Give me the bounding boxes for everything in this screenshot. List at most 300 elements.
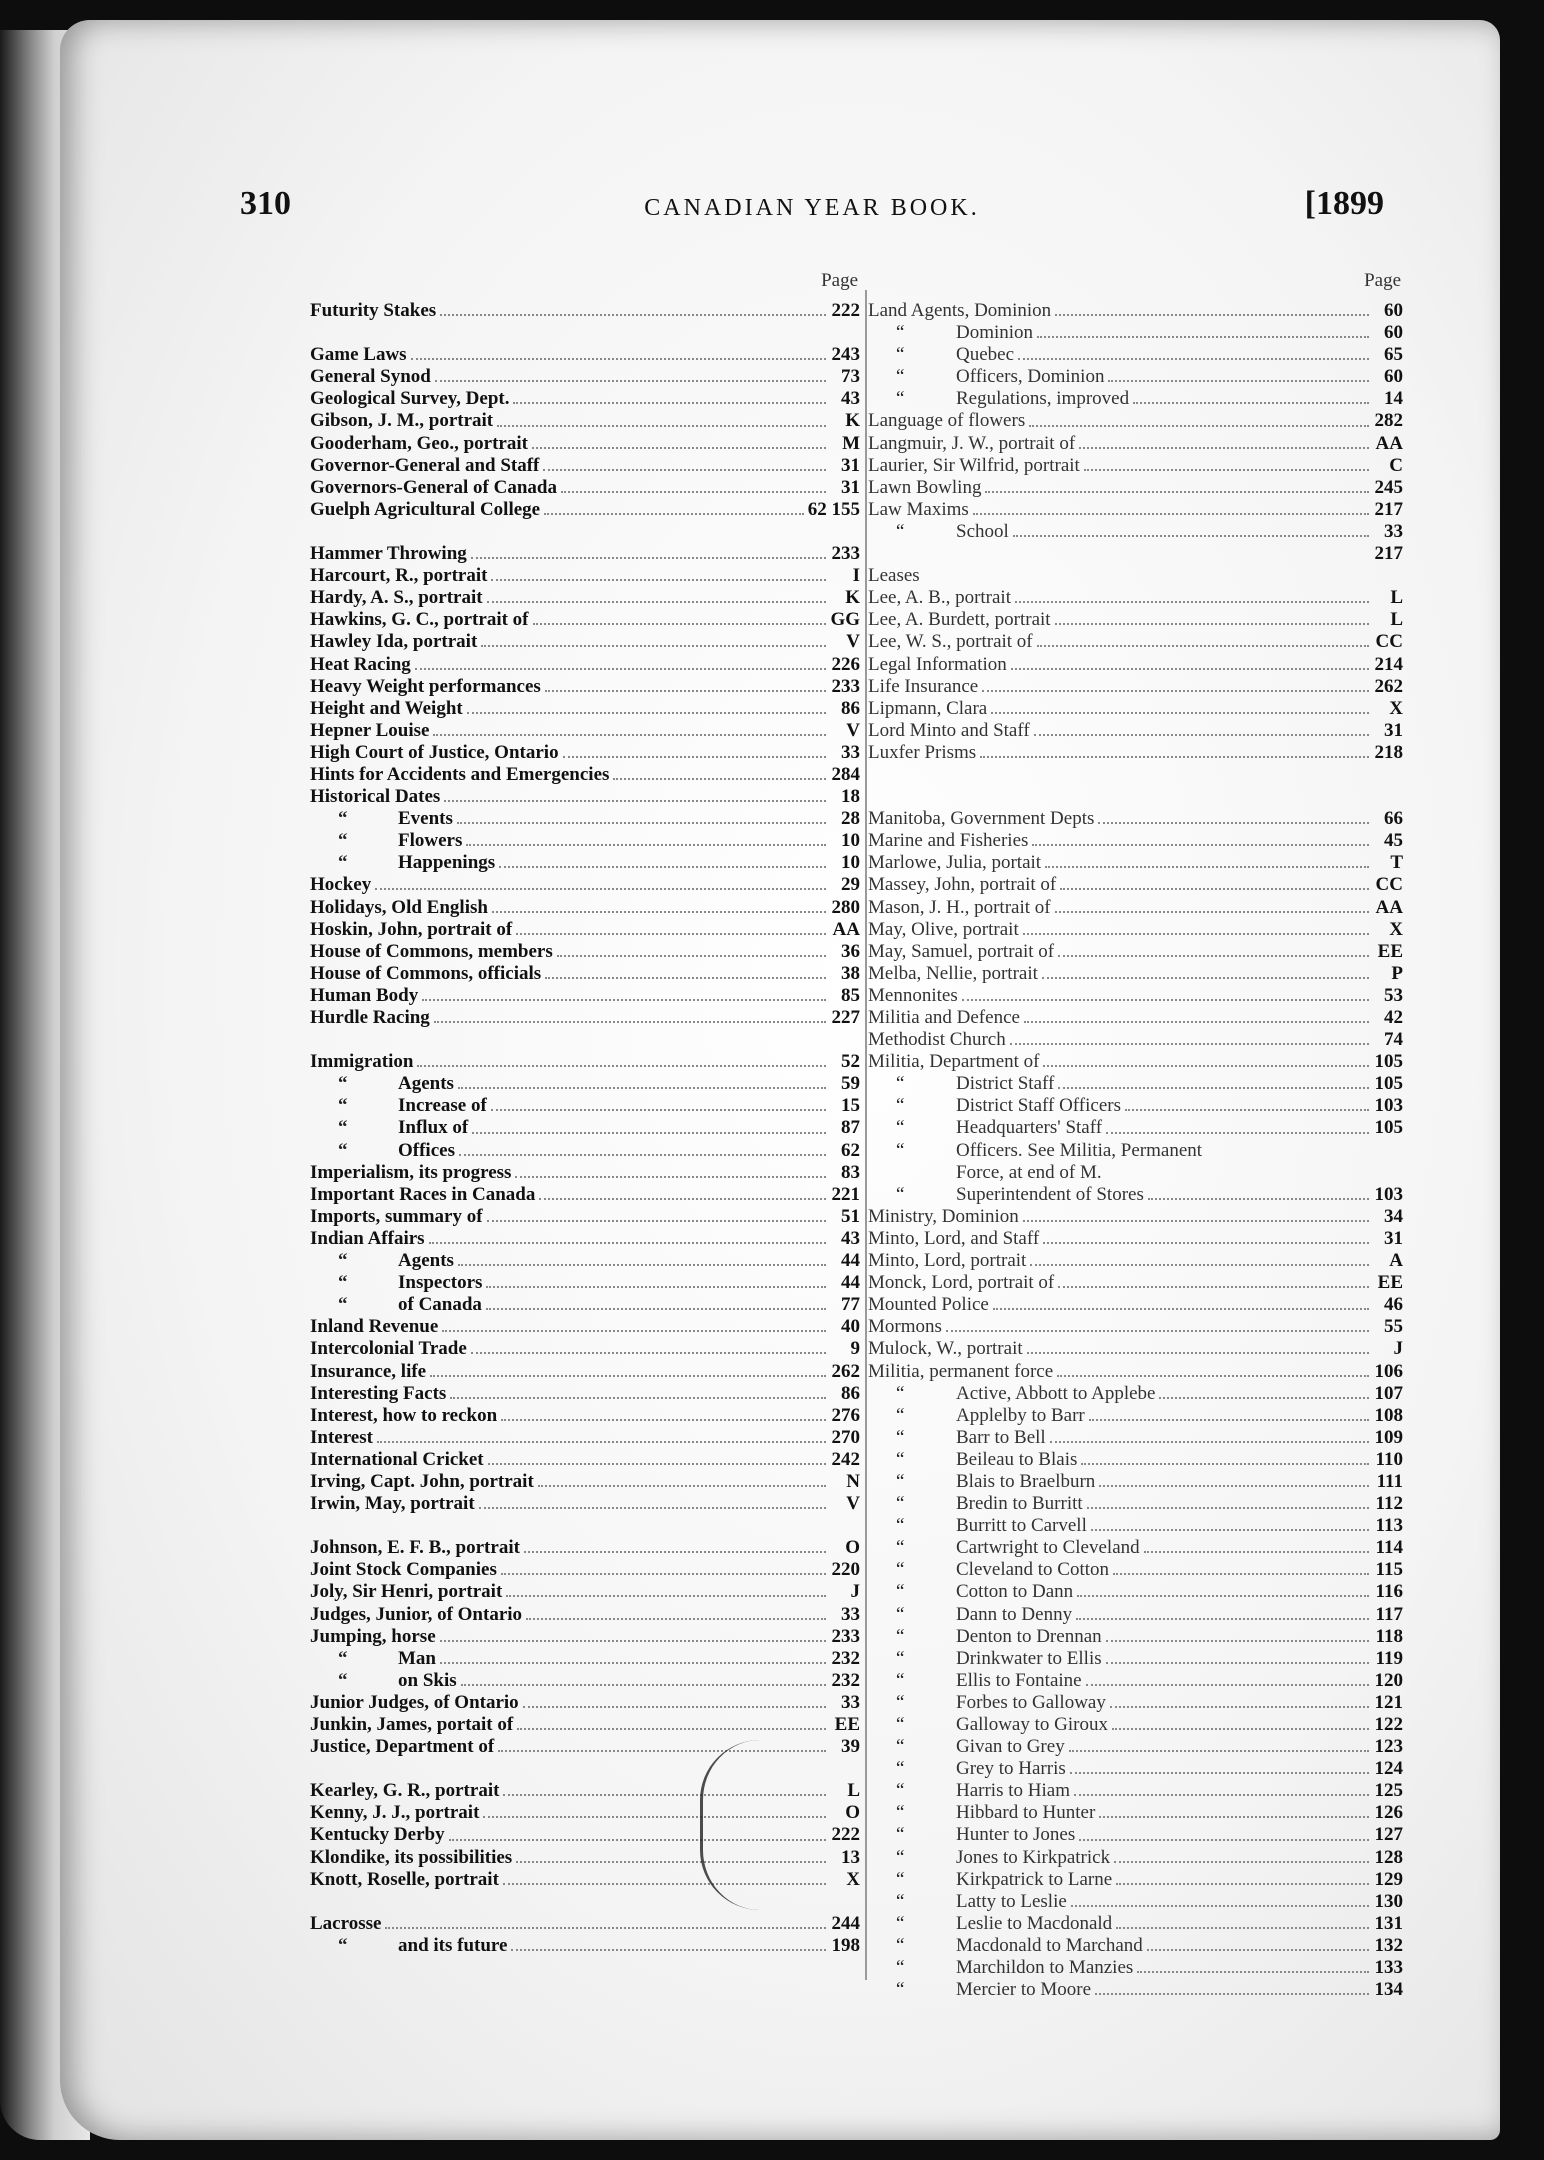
entry-page-ref: 111 bbox=[1376, 1470, 1403, 1492]
page-column-heading: Page bbox=[821, 270, 858, 291]
dot-leader bbox=[1058, 1087, 1369, 1089]
entry-label: Interest bbox=[310, 1426, 373, 1448]
dot-leader bbox=[506, 1595, 826, 1597]
blank-row bbox=[868, 764, 1403, 786]
entry-label: Indian Affairs bbox=[310, 1227, 425, 1249]
entry-label: Human Body bbox=[310, 984, 419, 1006]
entry-page-ref: AA bbox=[1375, 432, 1403, 454]
ditto-mark: “ bbox=[896, 1957, 905, 1979]
ditto-mark: “ bbox=[896, 1470, 905, 1492]
entry-label: Intercolonial Trade bbox=[310, 1338, 467, 1360]
ink-mark bbox=[700, 1740, 803, 1910]
index-entry bbox=[868, 1228, 1403, 1250]
entry-page-ref: 126 bbox=[1374, 1802, 1403, 1824]
blank-row bbox=[868, 786, 1403, 808]
dot-leader bbox=[457, 822, 826, 824]
entry-label: Militia, permanent force bbox=[868, 1360, 1054, 1382]
ditto-mark: “ bbox=[896, 1382, 905, 1404]
dot-leader bbox=[1077, 1595, 1369, 1597]
ditto-mark: “ bbox=[338, 808, 348, 830]
entry-page-ref: CC bbox=[1375, 874, 1403, 896]
dot-leader bbox=[1079, 1839, 1369, 1841]
dot-leader bbox=[1058, 1286, 1369, 1288]
entry-page-ref: EE bbox=[834, 1714, 860, 1735]
index-entry bbox=[868, 1869, 1403, 1891]
dot-leader bbox=[511, 1949, 826, 1951]
index-entry bbox=[868, 1338, 1403, 1360]
dot-leader bbox=[991, 712, 1369, 714]
entry-page-ref: GG bbox=[830, 609, 860, 631]
index-entry bbox=[868, 963, 1403, 985]
dot-leader bbox=[561, 491, 826, 493]
entry-page-ref: 83 bbox=[841, 1161, 860, 1183]
dot-leader bbox=[1018, 358, 1369, 360]
index-entry bbox=[868, 565, 1403, 587]
entry-label: Ministry, Dominion bbox=[868, 1205, 1019, 1227]
dot-leader bbox=[458, 1264, 826, 1266]
index-entry bbox=[868, 1449, 1403, 1471]
entry-page-ref: 13 bbox=[841, 1846, 860, 1868]
page-header bbox=[240, 185, 1384, 245]
index-entry bbox=[310, 1537, 860, 1559]
dot-leader bbox=[501, 1573, 826, 1575]
blank-row bbox=[310, 1029, 860, 1051]
dot-leader bbox=[1148, 1198, 1369, 1200]
index-entry bbox=[868, 1073, 1403, 1095]
entry-label: Joly, Sir Henri, portrait bbox=[310, 1581, 503, 1603]
index-entry bbox=[868, 1383, 1403, 1405]
dot-leader bbox=[1011, 668, 1369, 670]
entry-page-ref: X bbox=[846, 1868, 860, 1890]
ditto-mark: “ bbox=[896, 1139, 905, 1161]
entry-label: Givan to Grey bbox=[956, 1736, 1065, 1758]
entry-page-ref: 60 bbox=[1384, 322, 1403, 344]
entry-label: Marchildon to Manzies bbox=[956, 1957, 1134, 1979]
entry-page-ref: 66 bbox=[1384, 808, 1403, 830]
ditto-mark: “ bbox=[338, 830, 348, 852]
dot-leader bbox=[513, 402, 826, 404]
dot-leader bbox=[1098, 822, 1369, 824]
entry-label: Agents bbox=[398, 1073, 454, 1095]
dot-leader bbox=[1159, 1397, 1369, 1399]
entry-label: Geological Survey, Dept. bbox=[310, 388, 510, 410]
entry-page-ref: 109 bbox=[1374, 1426, 1403, 1448]
entry-label: Happenings bbox=[398, 852, 496, 874]
entry-page-ref: 217 bbox=[1374, 543, 1403, 565]
entry-label: Bredin to Burritt bbox=[956, 1493, 1083, 1515]
index-entry bbox=[310, 874, 860, 896]
entry-page-ref: X bbox=[1389, 918, 1403, 940]
index-entry bbox=[868, 1051, 1403, 1073]
entry-page-ref: 33 bbox=[841, 1603, 860, 1625]
index-entry bbox=[868, 1692, 1403, 1714]
entry-page-ref: 87 bbox=[841, 1117, 860, 1139]
dot-leader bbox=[499, 866, 826, 868]
entry-label: Harris to Hiam bbox=[956, 1780, 1070, 1802]
dot-leader bbox=[524, 1551, 826, 1553]
entry-page-ref: 74 bbox=[1384, 1029, 1403, 1051]
entry-label: Superintendent of Stores bbox=[956, 1183, 1144, 1205]
entry-page-ref: EE bbox=[1377, 940, 1403, 962]
entry-page-ref: 123 bbox=[1374, 1736, 1403, 1758]
entry-label: Laurier, Sir Wilfrid, portrait bbox=[868, 454, 1080, 476]
entry-label: May, Samuel, portrait of bbox=[868, 940, 1055, 962]
index-entry bbox=[310, 1361, 860, 1383]
dot-leader bbox=[1071, 1905, 1369, 1907]
ditto-mark: “ bbox=[896, 1780, 905, 1802]
index-entry bbox=[868, 631, 1403, 653]
entry-page-ref: 276 bbox=[831, 1404, 860, 1426]
dot-leader bbox=[1027, 1352, 1369, 1354]
entry-label: Knott, Roselle, portrait bbox=[310, 1868, 499, 1890]
entry-label: Mounted Police bbox=[868, 1294, 989, 1316]
entry-page-ref: 106 bbox=[1374, 1360, 1403, 1382]
entry-label: Ellis to Fontaine bbox=[956, 1669, 1082, 1691]
entry-label: Junkin, James, portait of bbox=[310, 1714, 514, 1735]
entry-label: Officers, Dominion bbox=[956, 366, 1105, 388]
dot-leader bbox=[1106, 1640, 1369, 1642]
entry-label: Hawley Ida, portrait bbox=[310, 631, 478, 653]
index-entry bbox=[310, 1206, 860, 1228]
entry-page-ref: 227 bbox=[831, 1007, 860, 1028]
entry-label: Justice, Department of bbox=[310, 1736, 495, 1758]
dot-leader bbox=[458, 1087, 826, 1089]
entry-page-ref: 244 bbox=[831, 1912, 860, 1934]
index-entry bbox=[868, 499, 1403, 521]
entry-label: School bbox=[956, 520, 1009, 542]
index-entry bbox=[868, 897, 1403, 919]
entry-label: Hibbard to Hunter bbox=[956, 1802, 1096, 1824]
dot-leader bbox=[1030, 1264, 1369, 1266]
index-entry bbox=[310, 1117, 860, 1139]
index-entry bbox=[868, 1095, 1403, 1117]
entry-label: Macdonald to Marchand bbox=[956, 1934, 1143, 1956]
ditto-mark: “ bbox=[896, 1824, 905, 1846]
index-entry bbox=[310, 808, 860, 830]
entry-page-ref: 280 bbox=[831, 896, 860, 918]
entry-label: Increase of bbox=[398, 1095, 487, 1117]
ditto-mark: “ bbox=[896, 1846, 905, 1868]
entry-page-ref: 262 bbox=[831, 1360, 860, 1382]
dot-leader bbox=[1076, 1618, 1369, 1620]
entry-page-ref: 270 bbox=[831, 1426, 860, 1448]
entry-label: Quebec bbox=[956, 344, 1015, 366]
entry-page-ref: 120 bbox=[1374, 1669, 1403, 1691]
ditto-mark: “ bbox=[896, 520, 905, 542]
index-entry bbox=[868, 1029, 1403, 1051]
entry-label: Burritt to Carvell bbox=[956, 1515, 1087, 1537]
entry-label: Applelby to Barr bbox=[956, 1404, 1085, 1426]
entry-label: Futurity Stakes bbox=[310, 300, 437, 321]
index-entry bbox=[868, 1626, 1403, 1648]
index-entry bbox=[868, 543, 1403, 565]
index-entry bbox=[868, 1184, 1403, 1206]
entry-label: Lord Minto and Staff bbox=[868, 719, 1030, 741]
entry-label: Hardy, A. S., portrait bbox=[310, 587, 483, 609]
dot-leader bbox=[1081, 1463, 1369, 1465]
index-entry bbox=[868, 1493, 1403, 1515]
entry-label: Methodist Church bbox=[868, 1029, 1006, 1051]
entry-page-ref: 105 bbox=[1374, 1051, 1403, 1073]
index-entry bbox=[310, 1559, 860, 1581]
index-entry bbox=[310, 1007, 860, 1029]
entry-label: Game Laws bbox=[310, 344, 407, 366]
index-entry bbox=[868, 1272, 1403, 1294]
entry-page-ref: 73 bbox=[841, 366, 860, 388]
entry-label: Jumping, horse bbox=[310, 1625, 436, 1647]
entry-page-ref: P bbox=[1391, 962, 1403, 984]
index-entry bbox=[310, 919, 860, 941]
entry-label: of Canada bbox=[398, 1294, 482, 1316]
entry-page-ref: 31 bbox=[1384, 1227, 1403, 1249]
entry-page-ref: 119 bbox=[1375, 1647, 1403, 1669]
entry-label: Denton to Drennan bbox=[956, 1625, 1102, 1647]
entry-page-ref: 125 bbox=[1374, 1780, 1403, 1802]
entry-label: Massey, John, portrait of bbox=[868, 874, 1057, 896]
index-entry bbox=[868, 1405, 1403, 1427]
dot-leader bbox=[1055, 623, 1369, 625]
entry-label: Headquarters' Staff bbox=[956, 1117, 1103, 1139]
entry-page-ref: 108 bbox=[1374, 1404, 1403, 1426]
index-entry bbox=[868, 1515, 1403, 1537]
index-entry bbox=[310, 1338, 860, 1360]
entry-page-ref: 132 bbox=[1374, 1934, 1403, 1956]
dot-leader bbox=[980, 756, 1369, 758]
index-entry bbox=[868, 587, 1403, 609]
index-entry bbox=[310, 1935, 860, 1957]
entry-label: Hammer Throwing bbox=[310, 543, 467, 565]
entry-label: Lacrosse bbox=[310, 1912, 382, 1934]
entry-page-ref: 45 bbox=[1384, 830, 1403, 852]
index-entry bbox=[310, 1095, 860, 1117]
dot-leader bbox=[1112, 1728, 1369, 1730]
dot-leader bbox=[1032, 844, 1369, 846]
entry-page-ref: 59 bbox=[841, 1073, 860, 1095]
dot-leader bbox=[563, 756, 826, 758]
index-entry bbox=[868, 742, 1403, 764]
ditto-mark: “ bbox=[896, 1736, 905, 1758]
index-entry bbox=[310, 565, 860, 587]
dot-leader bbox=[375, 888, 826, 890]
dot-leader bbox=[471, 557, 826, 559]
index-entry bbox=[310, 1714, 860, 1736]
entry-page-ref: 232 bbox=[831, 1647, 860, 1669]
entry-label: Grey to Harris bbox=[956, 1758, 1066, 1780]
entry-page-ref: 15 bbox=[841, 1095, 860, 1117]
entry-page-ref: 10 bbox=[841, 852, 860, 874]
index-entry bbox=[868, 1206, 1403, 1228]
index-entry bbox=[310, 1405, 860, 1427]
entry-label: General Synod bbox=[310, 366, 431, 388]
dot-leader bbox=[492, 911, 826, 913]
entry-label: Events bbox=[398, 808, 453, 830]
entry-page-ref: 43 bbox=[841, 388, 860, 410]
index-entry bbox=[868, 1802, 1403, 1824]
ditto-mark: “ bbox=[338, 1934, 348, 1956]
entry-page-ref: 86 bbox=[841, 1382, 860, 1404]
index-entry bbox=[868, 300, 1403, 322]
ditto-mark: “ bbox=[896, 366, 905, 388]
index-entry bbox=[310, 388, 860, 410]
entry-label: Important Races in Canada bbox=[310, 1183, 536, 1205]
entry-page-ref: 222 bbox=[831, 300, 860, 321]
index-entry bbox=[868, 1361, 1403, 1383]
dot-leader bbox=[1079, 447, 1369, 449]
entry-label: on Skis bbox=[398, 1669, 457, 1691]
entry-label: Regulations, improved bbox=[956, 388, 1130, 410]
dot-leader bbox=[1058, 955, 1369, 957]
entry-page-ref: 33 bbox=[841, 1691, 860, 1713]
entry-label: Heat Racing bbox=[310, 653, 411, 675]
dot-leader bbox=[1084, 469, 1369, 471]
entry-label: Manitoba, Government Depts bbox=[868, 808, 1095, 830]
entry-label: Historical Dates bbox=[310, 786, 441, 808]
index-entry bbox=[310, 1162, 860, 1184]
entry-page-ref: 121 bbox=[1374, 1691, 1403, 1713]
index-entry bbox=[868, 322, 1403, 344]
index-entry bbox=[310, 676, 860, 698]
index-entry bbox=[310, 1581, 860, 1603]
index-entry bbox=[310, 897, 860, 919]
index-entry bbox=[310, 1471, 860, 1493]
dot-leader bbox=[501, 1419, 826, 1421]
ditto-mark: “ bbox=[896, 1581, 905, 1603]
dot-leader bbox=[471, 1352, 826, 1354]
ditto-mark: “ bbox=[338, 1647, 348, 1669]
dot-leader bbox=[993, 1308, 1369, 1310]
ditto-mark: “ bbox=[896, 1647, 905, 1669]
index-entry bbox=[310, 1051, 860, 1073]
entry-page-ref: M bbox=[842, 432, 860, 454]
index-entry bbox=[310, 1228, 860, 1250]
dot-leader bbox=[545, 690, 826, 692]
entry-label: Life Insurance bbox=[868, 675, 979, 697]
entry-label: Heavy Weight performances bbox=[310, 675, 541, 697]
dot-leader bbox=[1057, 1375, 1369, 1377]
index-entry bbox=[310, 720, 860, 742]
entry-page-ref: AA bbox=[832, 918, 860, 940]
entry-page-ref: 10 bbox=[841, 830, 860, 852]
ditto-mark: “ bbox=[896, 1603, 905, 1625]
index-entry bbox=[868, 433, 1403, 455]
index-entry bbox=[868, 1162, 1403, 1184]
dot-leader bbox=[430, 1375, 826, 1377]
dot-leader bbox=[557, 955, 826, 957]
dot-leader bbox=[481, 645, 826, 647]
ditto-mark: “ bbox=[896, 1979, 905, 2001]
entry-page-ref: 118 bbox=[1375, 1625, 1403, 1647]
index-entry bbox=[310, 830, 860, 852]
index-entry bbox=[310, 300, 860, 322]
column-divider bbox=[865, 290, 867, 1980]
dot-leader bbox=[459, 1154, 826, 1156]
index-entry bbox=[310, 764, 860, 786]
dot-leader bbox=[1043, 1242, 1369, 1244]
entry-page-ref: 34 bbox=[1384, 1205, 1403, 1227]
entry-label: Man bbox=[398, 1647, 436, 1669]
index-entry bbox=[868, 1670, 1403, 1692]
entry-page-ref: 220 bbox=[831, 1559, 860, 1581]
dot-leader bbox=[461, 1684, 826, 1686]
entry-label: Blais to Braelburn bbox=[956, 1470, 1096, 1492]
entry-page-ref: 55 bbox=[1384, 1316, 1403, 1338]
entry-page-ref: 60 bbox=[1384, 366, 1403, 388]
index-entry bbox=[868, 1427, 1403, 1449]
entry-page-ref: L bbox=[847, 1780, 860, 1802]
entry-page-ref: 122 bbox=[1374, 1714, 1403, 1735]
ditto-mark: “ bbox=[896, 344, 905, 366]
index-entry bbox=[868, 808, 1403, 830]
entry-page-ref: 217 bbox=[1374, 498, 1403, 520]
index-entry bbox=[868, 1117, 1403, 1139]
entry-label: Monck, Lord, portrait of bbox=[868, 1272, 1055, 1294]
entry-page-ref: 232 bbox=[831, 1669, 860, 1691]
index-entry bbox=[310, 455, 860, 477]
index-entry bbox=[310, 1692, 860, 1714]
ditto-mark: “ bbox=[338, 1117, 348, 1139]
index-entry bbox=[868, 521, 1403, 543]
entry-label: Galloway to Giroux bbox=[956, 1714, 1108, 1735]
index-entry bbox=[868, 830, 1403, 852]
entry-page-ref: 116 bbox=[1375, 1581, 1403, 1603]
index-entry bbox=[868, 941, 1403, 963]
entry-page-ref: 42 bbox=[1384, 1007, 1403, 1028]
index-column-right bbox=[868, 270, 1403, 2001]
entry-page-ref: 221 bbox=[831, 1183, 860, 1205]
entry-page-ref: 233 bbox=[831, 543, 860, 565]
index-entry bbox=[868, 1250, 1403, 1272]
dot-leader bbox=[487, 601, 826, 603]
index-entry bbox=[868, 1537, 1403, 1559]
entry-page-ref: 46 bbox=[1384, 1294, 1403, 1316]
index-entry bbox=[310, 852, 860, 874]
entry-label: Governors-General of Canada bbox=[310, 476, 557, 498]
entry-page-ref: 110 bbox=[1375, 1448, 1403, 1470]
entry-label: Mercier to Moore bbox=[956, 1979, 1092, 2001]
entry-label: Militia and Defence bbox=[868, 1007, 1020, 1028]
entry-label: Minto, Lord, portrait bbox=[868, 1250, 1027, 1272]
ditto-mark: “ bbox=[896, 1117, 905, 1139]
index-entry bbox=[868, 698, 1403, 720]
entry-label: Joint Stock Companies bbox=[310, 1559, 497, 1581]
dot-leader bbox=[486, 1286, 826, 1288]
entry-label: Junior Judges, of Ontario bbox=[310, 1691, 519, 1713]
entry-label: Cartwright to Cleveland bbox=[956, 1537, 1140, 1559]
entry-label: Imperialism, its progress bbox=[310, 1161, 512, 1183]
entry-page-ref: CC bbox=[1375, 631, 1403, 653]
dot-leader bbox=[1037, 645, 1369, 647]
dot-leader bbox=[1144, 1551, 1369, 1553]
entry-page-ref: 62 bbox=[841, 1139, 860, 1161]
dot-leader bbox=[1147, 1949, 1369, 1951]
entry-label: High Court of Justice, Ontario bbox=[310, 741, 559, 763]
entry-label: District Staff bbox=[956, 1073, 1055, 1095]
entry-label: Klondike, its possibilities bbox=[310, 1846, 513, 1868]
dot-leader bbox=[1133, 402, 1369, 404]
index-entry bbox=[310, 654, 860, 676]
entry-page-ref: 31 bbox=[841, 476, 860, 498]
dot-leader bbox=[1137, 1971, 1369, 1973]
entry-label: Governor-General and Staff bbox=[310, 454, 540, 476]
dot-leader bbox=[497, 425, 826, 427]
entry-label: House of Commons, officials bbox=[310, 962, 542, 984]
index-entry bbox=[310, 631, 860, 653]
dot-leader bbox=[422, 999, 826, 1001]
ditto-mark: “ bbox=[896, 1404, 905, 1426]
index-entry bbox=[310, 477, 860, 499]
dot-leader bbox=[429, 1242, 826, 1244]
index-entry bbox=[868, 1891, 1403, 1913]
